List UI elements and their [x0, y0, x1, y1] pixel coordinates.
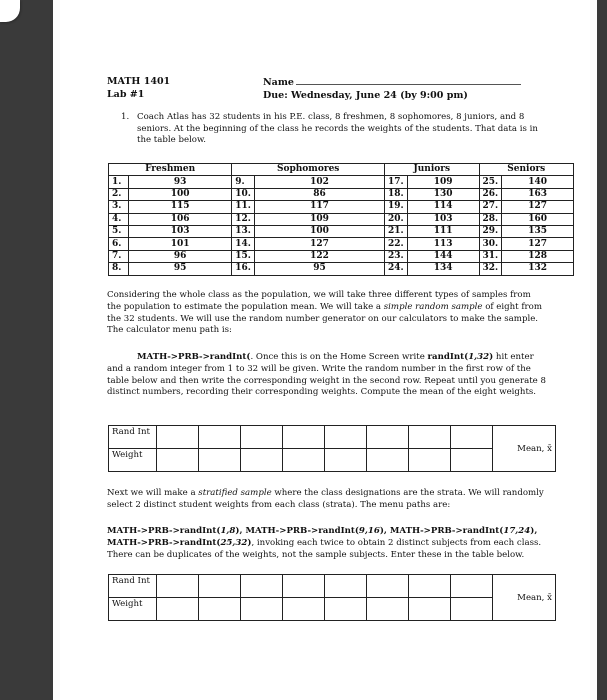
population-emphasis: simple random sample [383, 301, 483, 312]
rand-int-cell[interactable] [199, 426, 241, 449]
student-weight: 130 [407, 188, 479, 200]
path-text: ), MATH->PRB->randInt( [235, 526, 359, 536]
question-text: Coach Atlas has 32 students in his P.E. class, 8 freshmen, 8 sophomores, 8 juniors, and 8 seniors. At the beginning of the class he records the weights of the students. That data is in the table below. [137, 112, 538, 145]
weights-table [108, 163, 574, 276]
student-weight: 109 [407, 176, 479, 188]
weights-row [109, 225, 574, 237]
student-weight: 100 [129, 188, 232, 200]
stratified-text-2: where the class designations are the strata. We will randomly select 2 distinct student weights from each class (strata). The menu paths are: [107, 488, 544, 510]
weight-cell[interactable] [241, 598, 283, 621]
weight-label: Weight [109, 598, 157, 621]
student-number: 28. [479, 213, 502, 225]
student-weight: 109 [254, 213, 384, 225]
student-weight: 103 [129, 225, 232, 237]
student-weight: 101 [129, 238, 232, 250]
rand-int-cell[interactable] [157, 575, 199, 598]
randint-args: 1,32 [468, 352, 490, 362]
student-weight: 100 [254, 225, 384, 237]
student-number: 29. [479, 225, 502, 237]
weight-cell[interactable] [157, 598, 199, 621]
name-due-header [263, 75, 521, 102]
weight-cell[interactable] [367, 598, 409, 621]
rand-int-cell[interactable] [409, 426, 451, 449]
randint-command: randInt( [427, 352, 469, 362]
student-weight: 111 [407, 225, 479, 237]
header-seniors: Seniors [479, 164, 574, 176]
header-juniors: Juniors [385, 164, 479, 176]
course-title: MATH 1401 [107, 76, 171, 87]
weight-cell[interactable] [325, 449, 367, 472]
paths-text: , invoking each twice to obtain 2 distinct subjects from each class. There can be duplicates of the weights, not the sample subjects. Enter these in the table below. [107, 537, 542, 560]
student-weight: 132 [502, 263, 574, 275]
rand-int-cell[interactable] [241, 575, 283, 598]
student-number: 10. [232, 188, 255, 200]
student-number: 27. [479, 201, 502, 213]
student-number: 31. [479, 250, 502, 262]
lab-number: Lab #1 [107, 89, 145, 100]
student-weight: 163 [502, 188, 574, 200]
rand-int-cell[interactable] [283, 426, 325, 449]
student-weight: 102 [254, 176, 384, 188]
srs-weight-row [109, 449, 556, 472]
document-page [53, 0, 597, 700]
name-label: Name [263, 77, 294, 88]
srs-randint-row [109, 426, 556, 449]
weights-row [109, 176, 574, 188]
student-number: 11. [232, 201, 255, 213]
student-weight: 127 [254, 238, 384, 250]
randint-close: ) [489, 352, 494, 362]
student-number: 20. [385, 213, 408, 225]
due-date: Due: Wednesday, June 24 (by 9:00 pm) [263, 90, 468, 101]
student-number: 6. [109, 238, 129, 250]
rand-int-cell[interactable] [451, 575, 493, 598]
srs-instructions [107, 352, 547, 399]
population-text-2: of eight from the 32 students. We will use the random number generator on our calculators to make the sample. The calculator menu path is: [107, 301, 542, 336]
weight-cell[interactable] [199, 598, 241, 621]
student-weight: 95 [254, 263, 384, 275]
student-number: 18. [385, 188, 408, 200]
name-blank-line [296, 75, 521, 85]
rand-int-cell[interactable] [325, 575, 367, 598]
path-text: MATH->PRB->randInt( [107, 526, 221, 536]
student-number: 30. [479, 238, 502, 250]
path-text: ), MATH->PRB->randInt( [107, 526, 538, 548]
student-weight: 127 [502, 201, 574, 213]
rand-int-cell[interactable] [367, 426, 409, 449]
student-weight: 117 [254, 201, 384, 213]
path-text: ), MATH->PRB->randInt( [379, 526, 504, 536]
student-number: 25. [479, 176, 502, 188]
stratified-paragraph [107, 488, 547, 512]
student-weight: 95 [129, 263, 232, 275]
rand-int-cell[interactable] [367, 575, 409, 598]
rand-int-label: Rand Int [109, 426, 157, 449]
srs-sample-table [108, 425, 556, 472]
weight-cell[interactable] [409, 449, 451, 472]
student-number: 32. [479, 263, 502, 275]
rand-int-cell[interactable] [199, 575, 241, 598]
rand-int-cell[interactable] [325, 426, 367, 449]
student-number: 16. [232, 263, 255, 275]
student-number: 4. [109, 213, 129, 225]
weight-cell[interactable] [283, 449, 325, 472]
srs-text-2: hit enter and a random integer from 1 to 32 will be given. Write the random number in the first row of the table below and then write the corresponding weight in the second row. Repeat until you generate 8 distinct numbers, recording their corresponding weights. Compute the mean of the eight weights. [107, 352, 546, 398]
weight-cell[interactable] [451, 449, 493, 472]
mean-cell[interactable] [493, 426, 556, 472]
menu-path-srs: MATH->PRB->randInt( [137, 352, 251, 362]
rand-int-label: Rand Int [109, 575, 157, 598]
student-number: 1. [109, 176, 129, 188]
course-header [107, 75, 170, 101]
student-weight: 127 [502, 238, 574, 250]
student-weight: 128 [502, 250, 574, 262]
weights-row [109, 263, 574, 275]
header-sophomores: Sophomores [232, 164, 385, 176]
student-number: 5. [109, 225, 129, 237]
student-weight: 115 [129, 201, 232, 213]
path-args: 9,16 [358, 526, 380, 536]
population-paragraph [107, 290, 547, 337]
student-number: 13. [232, 225, 255, 237]
weight-cell[interactable] [283, 598, 325, 621]
weights-row [109, 250, 574, 262]
student-number: 21. [385, 225, 408, 237]
question-1 [121, 112, 551, 147]
student-weight: 86 [254, 188, 384, 200]
student-number: 24. [385, 263, 408, 275]
student-weight: 113 [407, 238, 479, 250]
student-weight: 140 [502, 176, 574, 188]
student-weight: 93 [129, 176, 232, 188]
stratified-text-1: Next we will make a [107, 488, 199, 498]
student-weight: 103 [407, 213, 479, 225]
student-weight: 96 [129, 250, 232, 262]
student-number: 14. [232, 238, 255, 250]
stratified-menu-paths [107, 526, 547, 561]
weight-cell[interactable] [367, 449, 409, 472]
rand-int-cell[interactable] [409, 575, 451, 598]
student-number: 15. [232, 250, 255, 262]
path-args: 25,32 [220, 537, 248, 548]
student-number: 12. [232, 213, 255, 225]
student-number: 3. [109, 201, 129, 213]
weights-row [109, 213, 574, 225]
rand-int-cell[interactable] [451, 426, 493, 449]
student-weight: 106 [129, 213, 232, 225]
stratified-sample-table [108, 574, 556, 621]
page-curl [0, 0, 20, 22]
population-text-1: Considering the whole class as the population, we will take three different types of samples from the population to estimate the population mean. We will take a [107, 290, 531, 312]
student-weight: 114 [407, 201, 479, 213]
weights-header-row [109, 164, 574, 176]
student-weight: 160 [502, 213, 574, 225]
mean-label: Mean, x̄ [517, 592, 552, 603]
student-weight: 135 [502, 225, 574, 237]
rand-int-cell[interactable] [283, 575, 325, 598]
student-number: 19. [385, 201, 408, 213]
rand-int-cell[interactable] [157, 426, 199, 449]
student-number: 7. [109, 250, 129, 262]
weight-cell[interactable] [199, 449, 241, 472]
srs-text-1: . Once this is on the Home Screen write [250, 352, 428, 362]
weight-cell[interactable] [325, 598, 367, 621]
weight-cell[interactable] [451, 598, 493, 621]
path-args: 1,8 [220, 526, 236, 536]
strat-weight-row [109, 598, 556, 621]
weight-cell[interactable] [241, 449, 283, 472]
student-number: 17. [385, 176, 408, 188]
student-number: 22. [385, 238, 408, 250]
student-weight: 144 [407, 250, 479, 262]
student-weight: 122 [254, 250, 384, 262]
student-number: 2. [109, 188, 129, 200]
weight-cell[interactable] [409, 598, 451, 621]
path-text: ) [247, 537, 252, 548]
mean-label: Mean, x̄ [517, 443, 552, 454]
path-args: 17,24 [503, 526, 531, 536]
student-number: 9. [232, 176, 255, 188]
mean-cell[interactable] [493, 575, 556, 621]
student-weight: 134 [407, 263, 479, 275]
header-freshmen: Freshmen [109, 164, 232, 176]
rand-int-cell[interactable] [241, 426, 283, 449]
weights-row [109, 188, 574, 200]
student-number: 23. [385, 250, 408, 262]
strat-randint-row [109, 575, 556, 598]
student-number: 8. [109, 263, 129, 275]
weight-label: Weight [109, 449, 157, 472]
weights-row [109, 238, 574, 250]
weights-row [109, 201, 574, 213]
question-number: 1. [121, 112, 130, 122]
student-number: 26. [479, 188, 502, 200]
stratified-emphasis: stratified sample [198, 488, 272, 498]
weight-cell[interactable] [157, 449, 199, 472]
